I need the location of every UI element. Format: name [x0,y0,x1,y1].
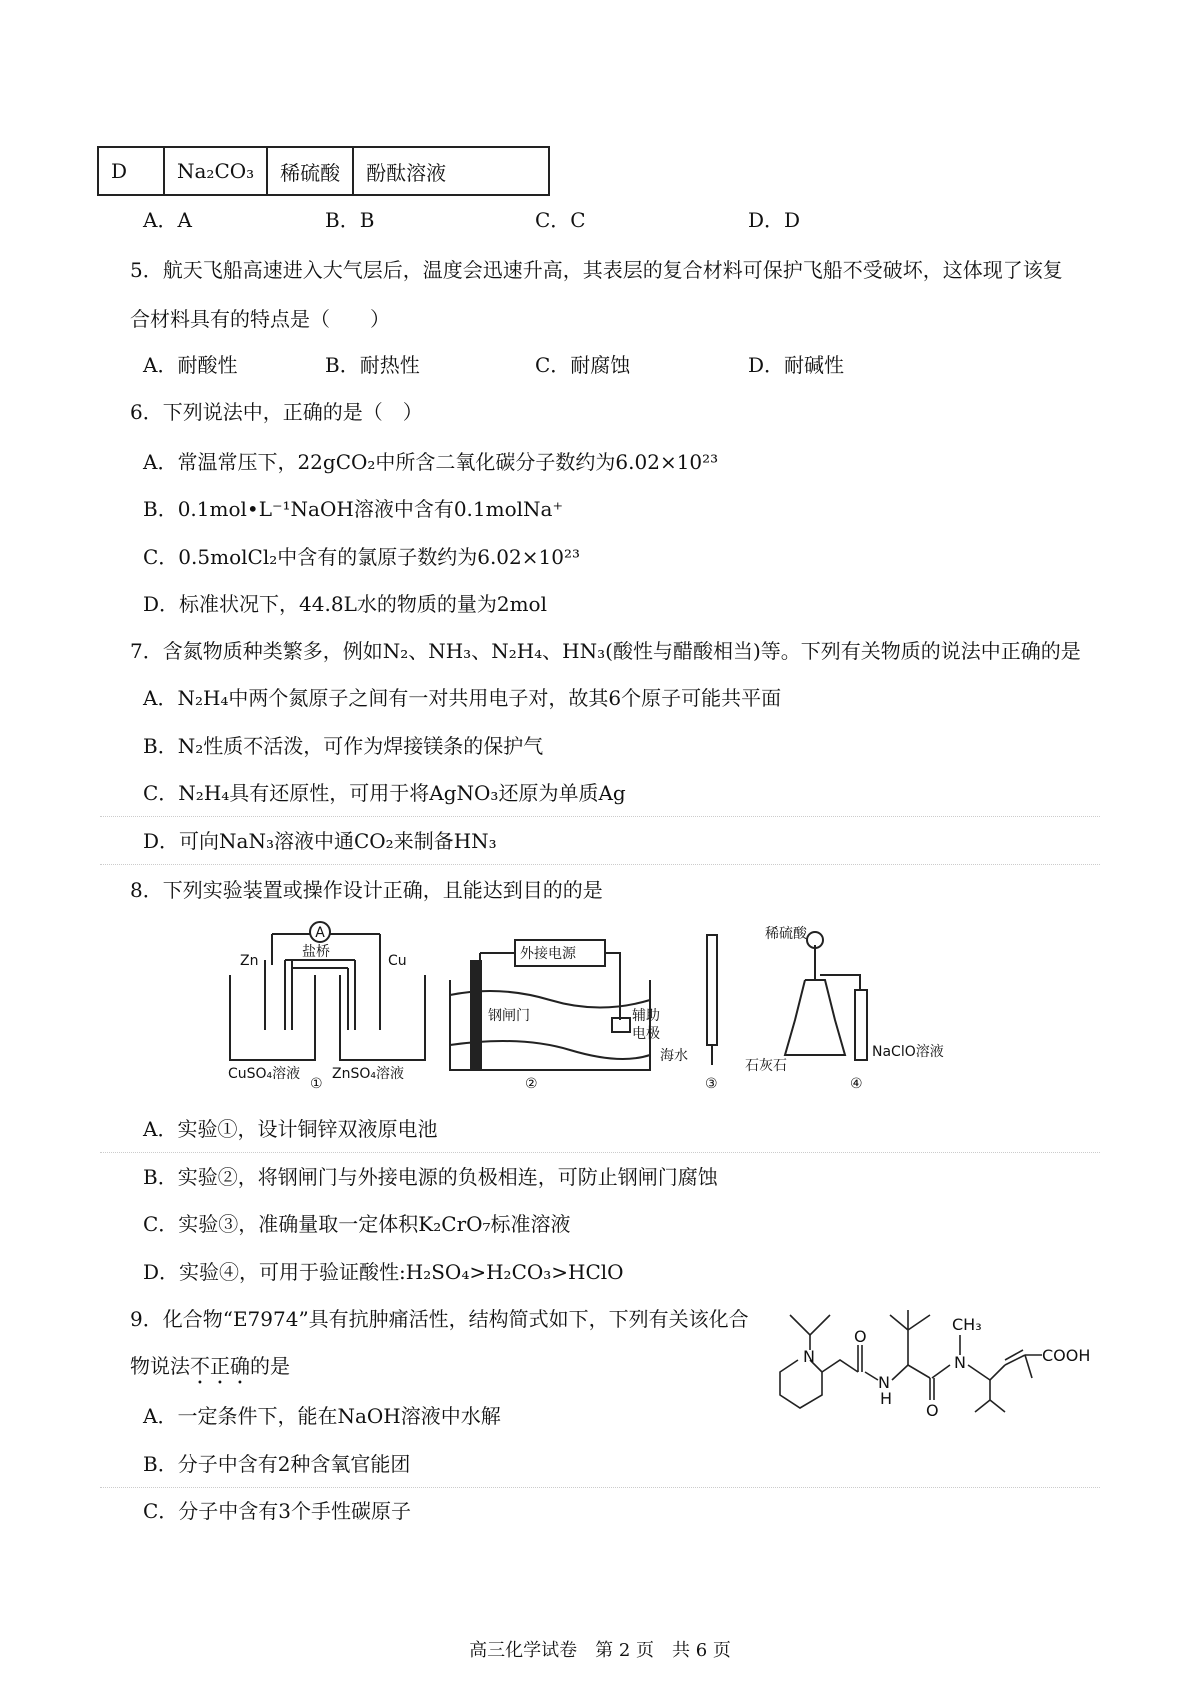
q5-option-c: C．耐腐蚀 [535,353,631,377]
q9-option-a: A．一定条件下，能在NaOH溶液中水解 [143,1404,501,1428]
q5-option-a: A．耐酸性 [143,353,238,377]
q9-option-c: C．分子中含有3个手性碳原子 [143,1499,412,1523]
q8-stem: 8．下列实验装置或操作设计正确，且能达到目的的是 [130,878,603,902]
setup-2-number: ② [525,1076,538,1090]
gate-label: 钢闸门 [488,1008,530,1024]
limestone-label: 石灰石 [745,1058,787,1074]
q9-stem-line1: 9．化合物“E7974”具有抗肿痛活性，结构简式如下，下列有关该化合 [130,1307,749,1331]
steel-gate-icon [470,960,482,1070]
divider [100,864,1100,865]
q7-option-b: B．N₂性质不活泼，可作为焊接镁条的保护气 [143,734,544,758]
cell-indicator: 酚酞溶液 [353,147,549,195]
q5-stem-line2: 合材料具有的特点是（ ） [130,307,390,331]
divider [100,1487,1100,1488]
q7-option-c: C．N₂H₄具有还原性，可用于将AgNO₃还原为单质Ag [143,781,626,805]
divider [100,1152,1100,1153]
cuso4-label: CuSO₄溶液 [228,1066,301,1082]
setup-1-number: ① [310,1076,323,1090]
power-label: 外接电源 [520,946,576,962]
q8-option-c: C．实验③，准确量取一定体积K₂CrO₇标准溶液 [143,1212,571,1236]
emphasis-word: 不正确 [190,1354,250,1378]
q7-option-d: D．可向NaN₃溶液中通CO₂来制备HN₃ [143,829,497,853]
q4-option-b: B．B [325,208,375,232]
q6-option-b: B．0.1mol•L⁻¹NaOH溶液中含有0.1molNa⁺ [143,497,564,521]
e7974-structure-figure [770,1300,1110,1430]
ammeter-label: A [315,925,325,941]
aux-label-1: 辅助 [632,1008,660,1024]
q7-option-a: A．N₂H₄中两个氮原子之间有一对共用电子对，故其6个原子可能共平面 [143,686,782,710]
znso4-label: ZnSO₄溶液 [332,1066,404,1082]
cell-reagent-1: Na₂CO₃ [164,147,267,195]
q6-option-c: C．0.5molCl₂中含有的氯原子数约为6.02×10²³ [143,545,581,569]
salt-bridge-label: 盐桥 [302,944,330,960]
setup-3-number: ③ [705,1076,718,1090]
carboxyl-label: COOH [1042,1346,1091,1365]
page-footer: 高三化学试卷 第 2 页 共 6 页 [469,1640,731,1661]
acid-label: 稀硫酸 [765,926,807,942]
q4-option-c: C．C [535,208,586,232]
nh-atom-n: N [878,1373,890,1392]
n-atom-1: N [803,1347,815,1366]
q8-apparatus-figure [220,920,990,1090]
q6-stem: 6．下列说法中，正确的是（ ） [130,400,423,424]
o-atom-2: O [926,1401,939,1420]
n-atom-2: N [954,1353,966,1372]
cu-label: Cu [388,953,407,969]
q5-stem-line1: 5．航天飞船高速进入大气层后，温度会迅速升高，其表层的复合材料可保护飞船不受破坏，这体现了该复 [130,258,1063,282]
q5-option-b: B．耐热性 [325,353,420,377]
methyl-label: CH₃ [952,1315,982,1334]
q8-option-a: A．实验①，设计铜锌双液原电池 [143,1117,438,1141]
nh-atom-h: H [880,1389,893,1408]
q5-option-d: D．耐碱性 [748,353,845,377]
q4-option-a: A．A [143,208,192,232]
cell-reagent-2: 稀硫酸 [267,147,353,195]
q6-option-d: D．标准状况下，44.8L水的物质的量为2mol [143,592,547,616]
cell-label: D [98,147,164,195]
q8-option-d: D．实验④，可用于验证酸性:H₂SO₄>H₂CO₃>HClO [143,1260,624,1284]
zn-label: Zn [240,953,259,969]
q7-stem: 7．含氮物质种类繁多，例如N₂、NH₃、N₂H₄、HN₃(酸性与醋酸相当)等。下列有关物质的说法中正确的是 [130,639,1081,663]
q9-option-b: B．分子中含有2种含氧官能团 [143,1452,411,1476]
naclo-label: NaClO溶液 [872,1044,944,1060]
q9-stem-line2: 物说法不正确的是 [130,1354,290,1378]
o-atom-1: O [854,1327,867,1346]
q4-option-d: D．D [748,208,801,232]
sea-label: 海水 [660,1048,688,1064]
setup-4-number: ④ [850,1076,863,1090]
answer-table-row-d [97,146,550,196]
q6-option-a: A．常温常压下，22gCO₂中所含二氧化碳分子数约为6.02×10²³ [143,450,719,474]
q8-option-b: B．实验②，将钢闸门与外接电源的负极相连，可防止钢闸门腐蚀 [143,1165,718,1189]
aux-label-2: 电极 [632,1026,660,1042]
divider [100,816,1100,817]
